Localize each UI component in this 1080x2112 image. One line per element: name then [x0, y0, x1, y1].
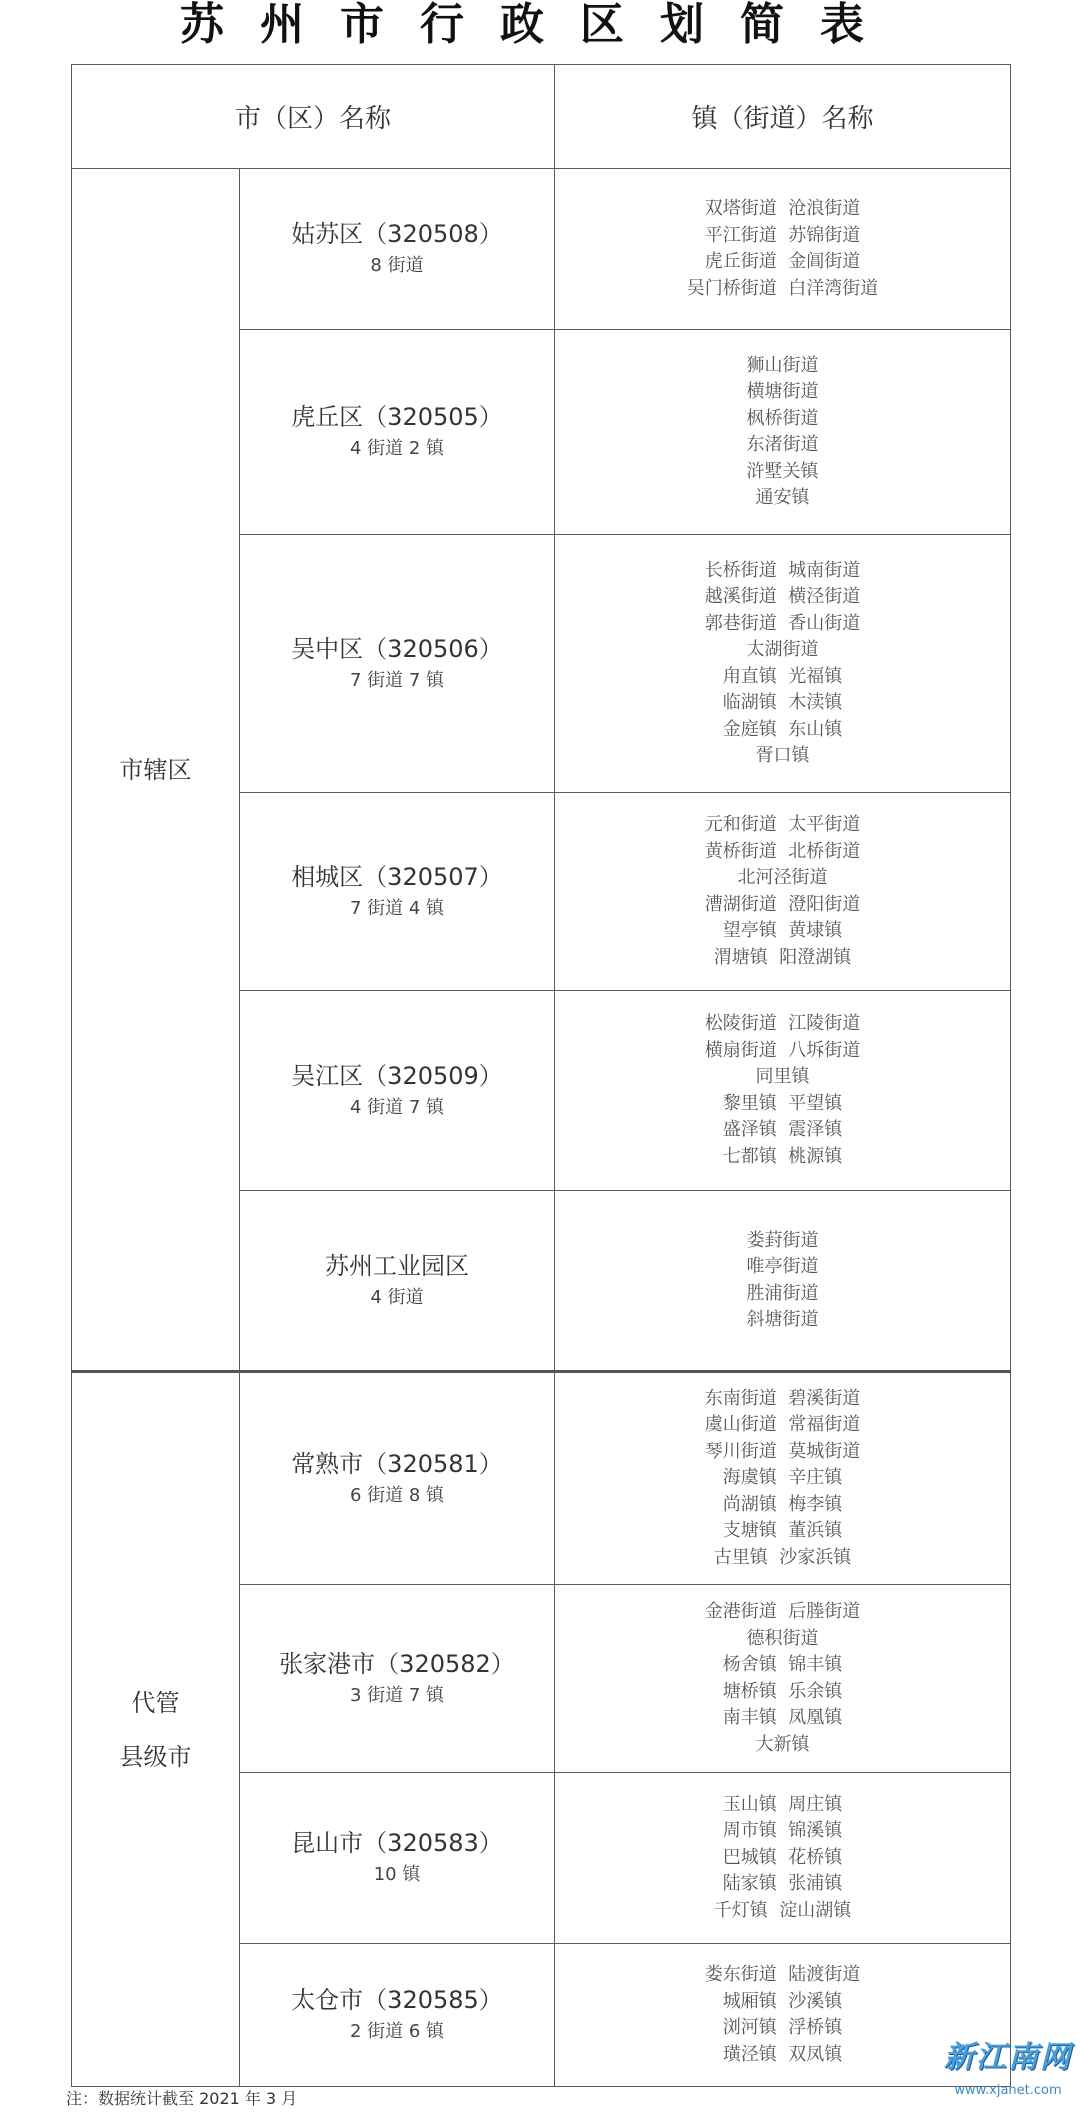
- town-line: 杨舍镇 锦丰镇: [722, 1654, 843, 1675]
- town-line: 斜塘街道: [746, 1309, 819, 1330]
- towns-cell: [555, 169, 1011, 330]
- town-line: 平江街道 苏锦街道: [704, 224, 861, 246]
- town-line: 琴川街道 莫城街道: [704, 1440, 861, 1462]
- town-line: 黄桥街道 北桥街道: [704, 840, 861, 862]
- district-count: 6 街道 8 镇: [349, 1484, 445, 1506]
- district-cell: [240, 1944, 555, 2087]
- district-name: 虎丘区（320505）: [291, 403, 503, 431]
- towns-cell: [555, 1585, 1011, 1773]
- town-line: 望亭镇 黄埭镇: [722, 920, 843, 941]
- town-line: 临湖镇 木渎镇: [722, 692, 843, 713]
- table-row: [72, 1372, 1011, 1585]
- town-line: 南丰镇 凤凰镇: [722, 1707, 843, 1728]
- table-body: [72, 169, 1011, 2087]
- page-title: 苏州市行政区划简表: [180, 0, 900, 50]
- town-line: 金港街道 后塍街道: [704, 1601, 861, 1622]
- town-line: 北河泾街道: [737, 867, 828, 888]
- town-line: 支塘镇 董浜镇: [722, 1520, 843, 1542]
- district-cell: [240, 535, 555, 793]
- district-count: 4 街道 2 镇: [349, 438, 445, 459]
- category-cell: [72, 169, 240, 1372]
- town-line: 七都镇 桃源镇: [722, 1145, 843, 1167]
- town-line: 虎丘街道 金阊街道: [704, 251, 861, 272]
- town-line: 德积街道: [746, 1627, 819, 1649]
- town-line: 周市镇 锦溪镇: [722, 1820, 843, 1842]
- district-cell: [240, 330, 555, 535]
- district-count: 4 街道 7 镇: [349, 1096, 445, 1118]
- town-line: 黎里镇 平望镇: [722, 1092, 843, 1114]
- district-count: 7 街道 4 镇: [349, 897, 445, 919]
- district-cell: [240, 793, 555, 991]
- watermark-text: 新江南网: [944, 2040, 1072, 2075]
- town-line: 东南街道 碧溪街道: [704, 1387, 861, 1409]
- town-line: 娄葑街道: [746, 1229, 819, 1251]
- watermark-url: www.xjanet.com: [954, 2083, 1062, 2098]
- town-line: 陆家镇 张浦镇: [722, 1873, 843, 1895]
- town-line: 渭塘镇 阳澄湖镇: [713, 946, 852, 968]
- table-row: [72, 169, 1011, 330]
- towns-cell: [555, 1773, 1011, 1944]
- town-line: 浒墅关镇: [746, 460, 819, 482]
- towns-cell: [555, 1372, 1011, 1585]
- district-name: 太仓市（320585）: [291, 1986, 503, 2014]
- town-line: 吴门桥街道 白洋湾街道: [686, 277, 879, 299]
- towns-cell: [555, 330, 1011, 535]
- town-line: 枫桥街道: [746, 407, 819, 429]
- town-line: 横塘街道: [746, 381, 819, 402]
- district-name: 吴江区（320509）: [291, 1061, 503, 1090]
- header-city: 市（区）名称: [72, 65, 555, 169]
- town-line: 城厢镇 沙溪镇: [722, 1990, 843, 2012]
- town-line: 东渚街道: [746, 434, 819, 455]
- district-name: 苏州工业园区: [325, 1251, 469, 1280]
- district-count: 3 街道 7 镇: [349, 1684, 445, 1706]
- header-town: 镇（街道）名称: [555, 65, 1011, 169]
- town-line: 璜泾镇 双凤镇: [722, 2043, 843, 2065]
- town-line: 通安镇: [755, 487, 810, 508]
- town-line: 漕湖街道 澄阳街道: [704, 893, 861, 915]
- town-line: 巴城镇 花桥镇: [722, 1846, 843, 1868]
- town-line: 千灯镇 淀山湖镇: [713, 1899, 852, 1921]
- town-line: 松陵街道 江陵街道: [704, 1013, 861, 1034]
- towns-cell: [555, 991, 1011, 1191]
- towns-cell: [555, 793, 1011, 991]
- town-line: 虞山街道 常福街道: [704, 1414, 861, 1436]
- category-label: 市辖区: [119, 755, 192, 784]
- town-line: 金庭镇 东山镇: [722, 718, 843, 740]
- town-line: 娄东街道 陆渡街道: [704, 1964, 861, 1985]
- town-line: 同里镇: [755, 1066, 810, 1087]
- town-line: 浏河镇 浮桥镇: [722, 2017, 843, 2038]
- district-name: 常熟市（320581）: [291, 1449, 503, 1478]
- town-line: 玉山镇 周庄镇: [722, 1793, 843, 1815]
- town-line: 越溪街道 横泾街道: [704, 586, 861, 607]
- district-name: 相城区（320507）: [291, 862, 503, 891]
- town-line: 唯亭街道: [746, 1256, 819, 1277]
- category-label: 代管: [131, 1688, 180, 1717]
- town-line: 双塔街道 沧浪街道: [704, 198, 861, 219]
- header-row: [72, 65, 1011, 169]
- district-count: 8 街道: [370, 255, 424, 276]
- town-line: 郭巷街道 香山街道: [704, 612, 861, 634]
- town-line: 甪直镇 光福镇: [722, 665, 843, 687]
- division-table: [71, 64, 1011, 2087]
- town-line: 横扇街道 八坼街道: [704, 1039, 861, 1061]
- town-line: 胜浦街道: [746, 1282, 819, 1304]
- district-cell: [240, 1372, 555, 1585]
- district-name: 吴中区（320506）: [291, 634, 503, 663]
- district-count: 10 镇: [373, 1864, 421, 1885]
- town-line: 尚湖镇 梅李镇: [722, 1493, 843, 1515]
- district-count: 4 街道: [370, 1286, 424, 1308]
- district-cell: [240, 1773, 555, 1944]
- district-count: 2 街道 6 镇: [349, 2021, 445, 2042]
- towns-cell: [555, 1191, 1011, 1372]
- watermark-logo: [936, 2038, 1080, 2112]
- town-line: 古里镇 沙家浜镇: [713, 1546, 852, 1568]
- category-cell: [72, 1372, 240, 2087]
- town-line: 盛泽镇 震泽镇: [722, 1119, 843, 1140]
- town-line: 海虞镇 辛庄镇: [722, 1467, 843, 1489]
- town-line: 元和街道 太平街道: [704, 814, 861, 835]
- footnote: 注：数据统计截至 2021 年 3 月: [66, 2089, 298, 2108]
- category-label: 县级市: [119, 1742, 192, 1771]
- district-name: 姑苏区（320508）: [291, 220, 503, 248]
- town-line: 太湖街道: [746, 639, 819, 660]
- town-line: 大新镇: [755, 1733, 810, 1755]
- district-cell: [240, 1191, 555, 1372]
- towns-cell: [555, 535, 1011, 793]
- district-count: 7 街道 7 镇: [349, 669, 445, 691]
- town-line: 狮山街道: [746, 354, 819, 376]
- town-line: 塘桥镇 乐余镇: [722, 1680, 843, 1702]
- town-line: 长桥街道 城南街道: [704, 559, 861, 581]
- town-line: 胥口镇: [755, 745, 810, 766]
- district-name: 张家港市（320582）: [279, 1649, 515, 1678]
- district-cell: [240, 991, 555, 1191]
- district-name: 昆山市（320583）: [291, 1829, 503, 1857]
- district-cell: [240, 1585, 555, 1773]
- district-cell: [240, 169, 555, 330]
